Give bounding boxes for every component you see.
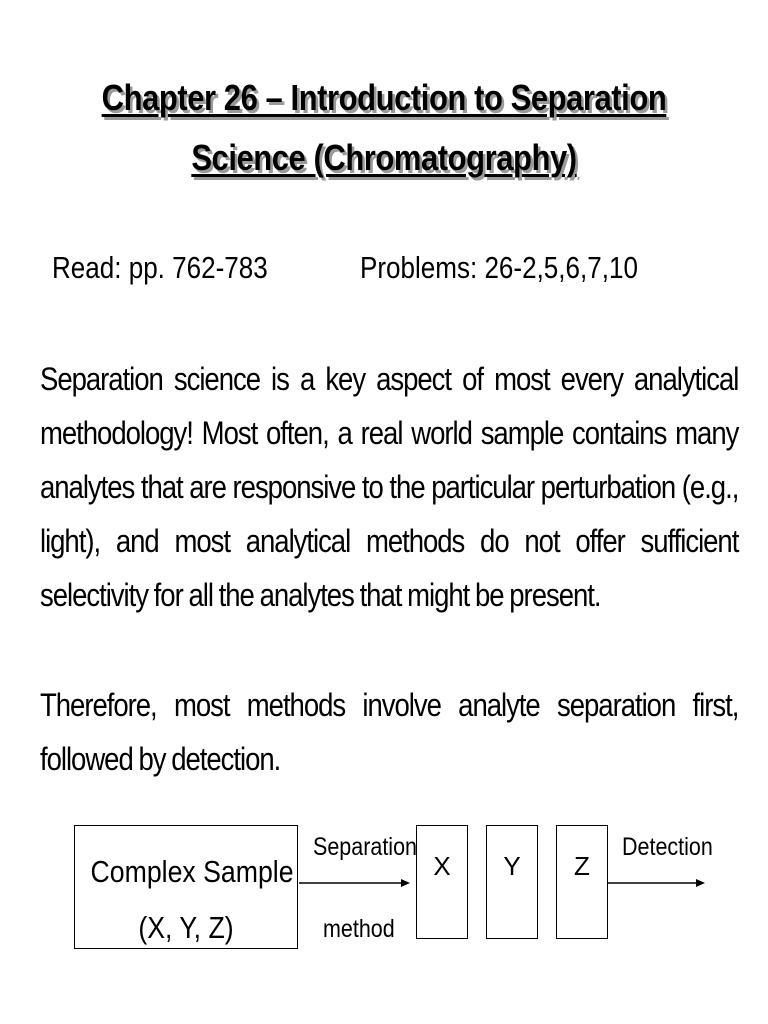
method-label: method	[323, 915, 395, 943]
analyte-box-x: X	[416, 825, 468, 939]
problems-assignment: Problems: 26-2,5,6,7,10	[360, 250, 638, 285]
analyte-box-z: Z	[556, 825, 608, 939]
sample-label: Complex Sample	[90, 854, 294, 889]
reading-assignment: Read: pp. 762-783	[52, 250, 268, 285]
separation-diagram	[0, 815, 768, 965]
complex-sample-box	[74, 825, 298, 949]
slide-title	[80, 68, 689, 188]
sample-components: (X, Y, Z)	[138, 910, 234, 945]
paragraph-separation-science: Separation science is a key aspect of most every analytical methodology! Most often, a real world sample contains many analytes that are responsive to the particular perturbation (e.g., light), and most analytical methods do not offer sufficient selectivity for all the analytes that might be present.	[40, 361, 739, 613]
separation-label: Separation	[313, 833, 418, 861]
title-line-1: Chapter 26 – Introduction to Separation	[101, 77, 667, 118]
title-line-2: Science (Chromatography)	[191, 137, 577, 178]
detection-label: Detection	[622, 833, 713, 861]
separation-arrowhead	[401, 879, 410, 887]
analyte-box-y: Y	[486, 825, 538, 939]
detection-arrowhead	[696, 879, 705, 887]
paragraph-separation-then-detection: Therefore, most methods involve analyte separation first, followed by detection.	[40, 687, 739, 777]
